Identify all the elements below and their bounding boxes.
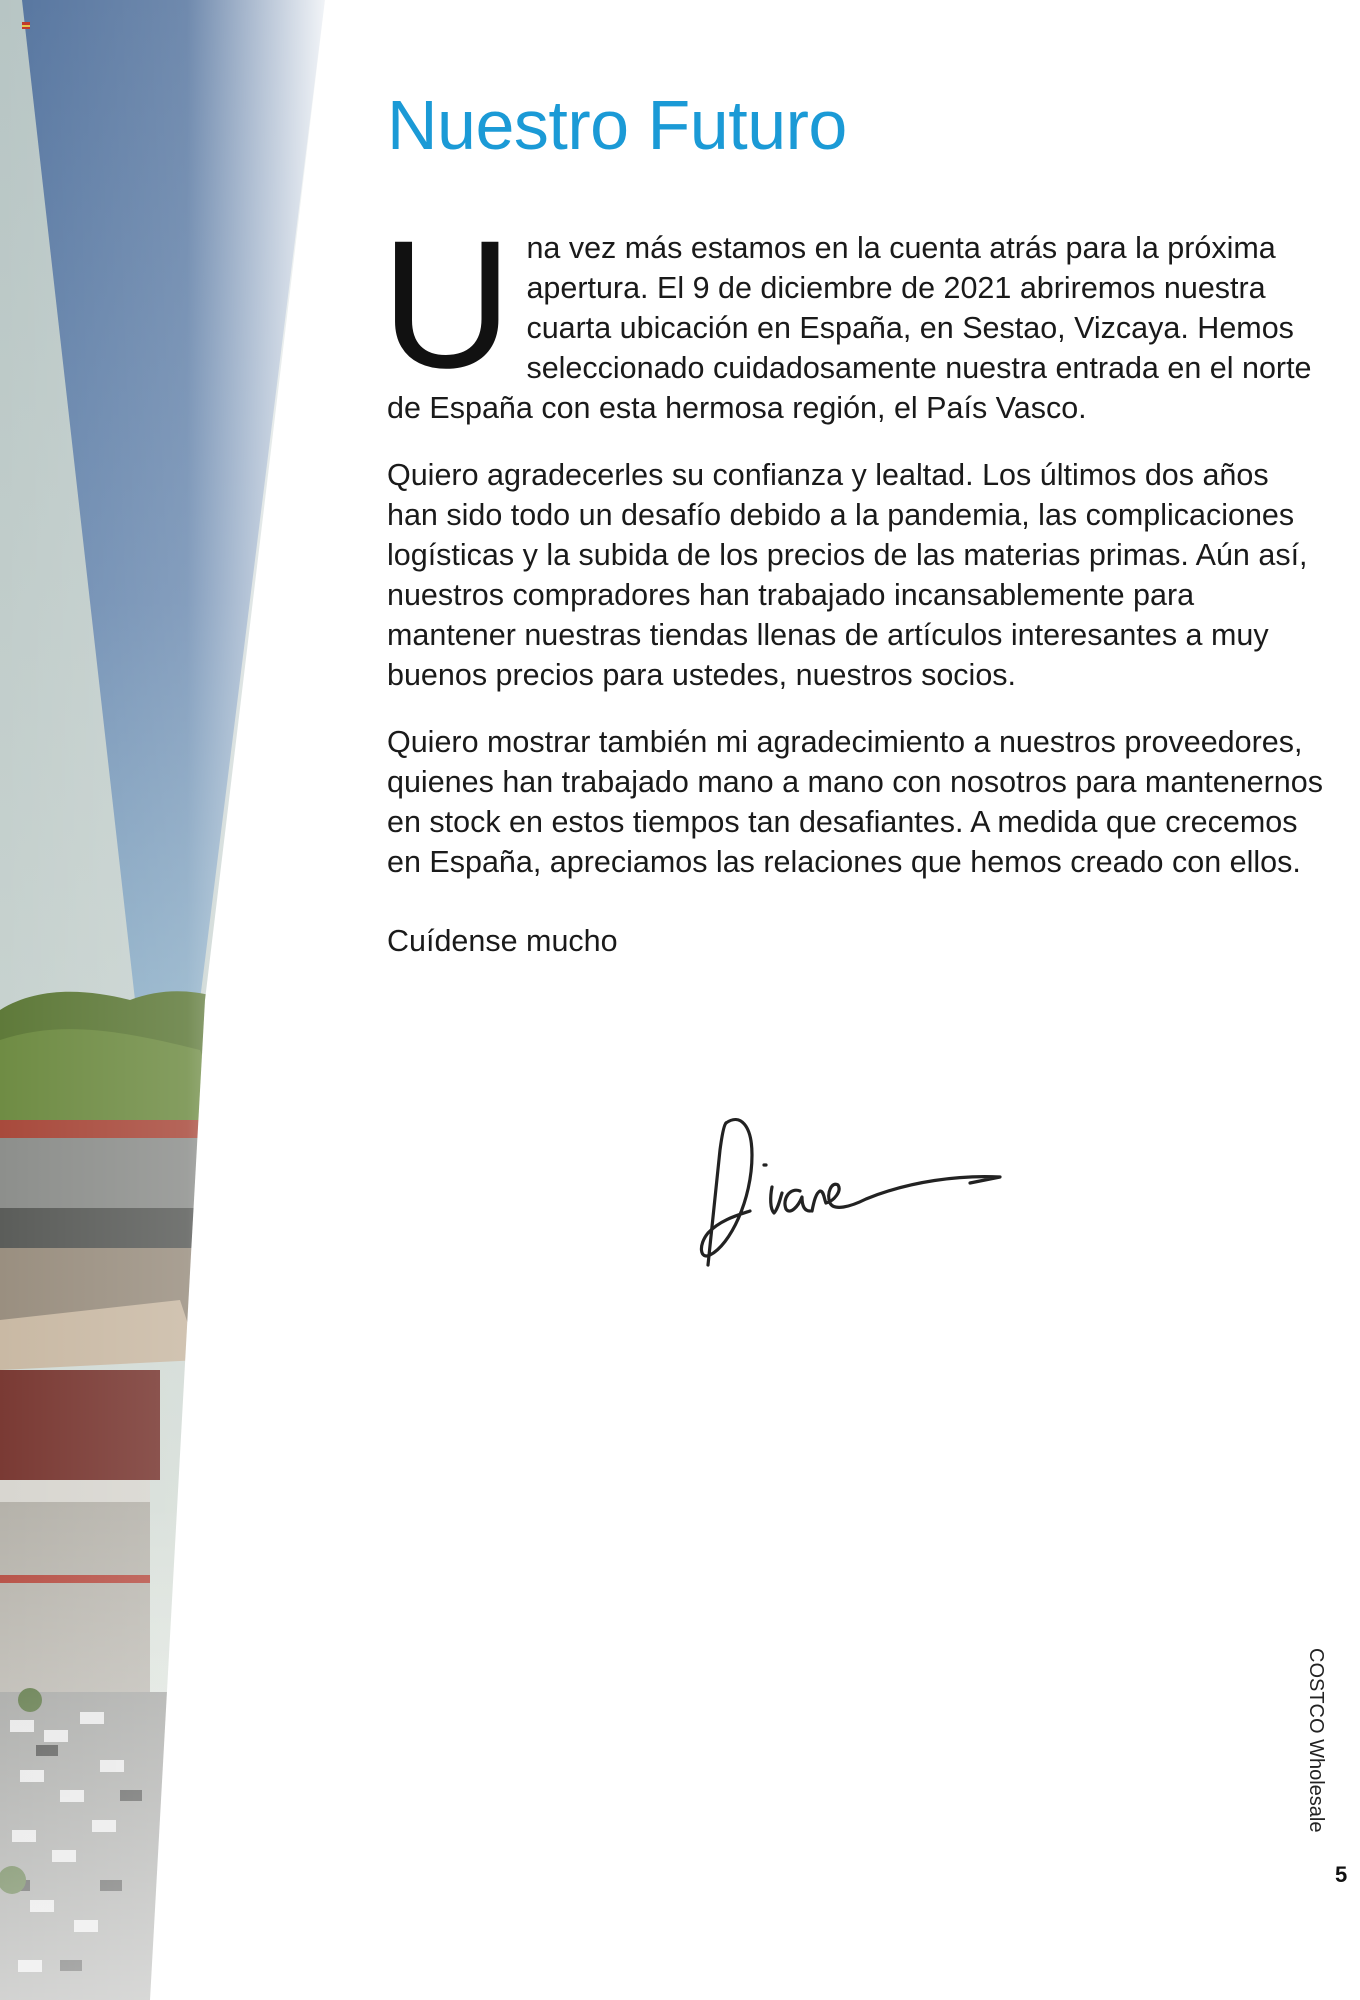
closing-line: Cuídense mucho [387, 924, 618, 958]
footer-brand: COSTCO Wholesale [1305, 1648, 1327, 1833]
side-photo-panel [0, 0, 340, 2000]
paragraph-gratitude: Quiero agradecerles su confianza y lealtad. Los últimos dos años han sido todo un desafío debido a la pandemia, las complicaciones logísticas y la subida de los precios de las materias primas. Aún así, nuestros compradores han trabajado incansablemente para mantener nuestras tiendas llenas de artículos interesantes a muy buenos precios para ustedes, nuestros socios. [387, 458, 1308, 692]
page-number: 5 [1335, 1862, 1348, 1887]
signature-image [690, 1105, 1020, 1275]
letter-body [381, 80, 1327, 992]
paragraph-opening [381, 202, 1327, 428]
drop-cap: U [381, 202, 513, 406]
page-title: Nuestro Futuro [387, 86, 847, 164]
paragraph-suppliers: Quiero mostrar también mi agradecimiento a nuestros proveedores, quienes han trabajado mano a mano con nosotros para mantenernos en stock en estos tiempos tan desafiantes. A medida que crecemos en España, apreciamos las relaciones que hemos creado con ellos. [387, 725, 1323, 879]
paragraph-opening-text: na vez más estamos en la cuenta atrás para la próxima apertura. El 9 de diciembre de 2021 abriremos nuestra cuarta ubicación en España, en Sestao, Vizcaya. Hemos seleccionado cuidadosamente nuestra entrada en el norte de España con esta hermosa región, el País Vasco. [387, 231, 1312, 425]
